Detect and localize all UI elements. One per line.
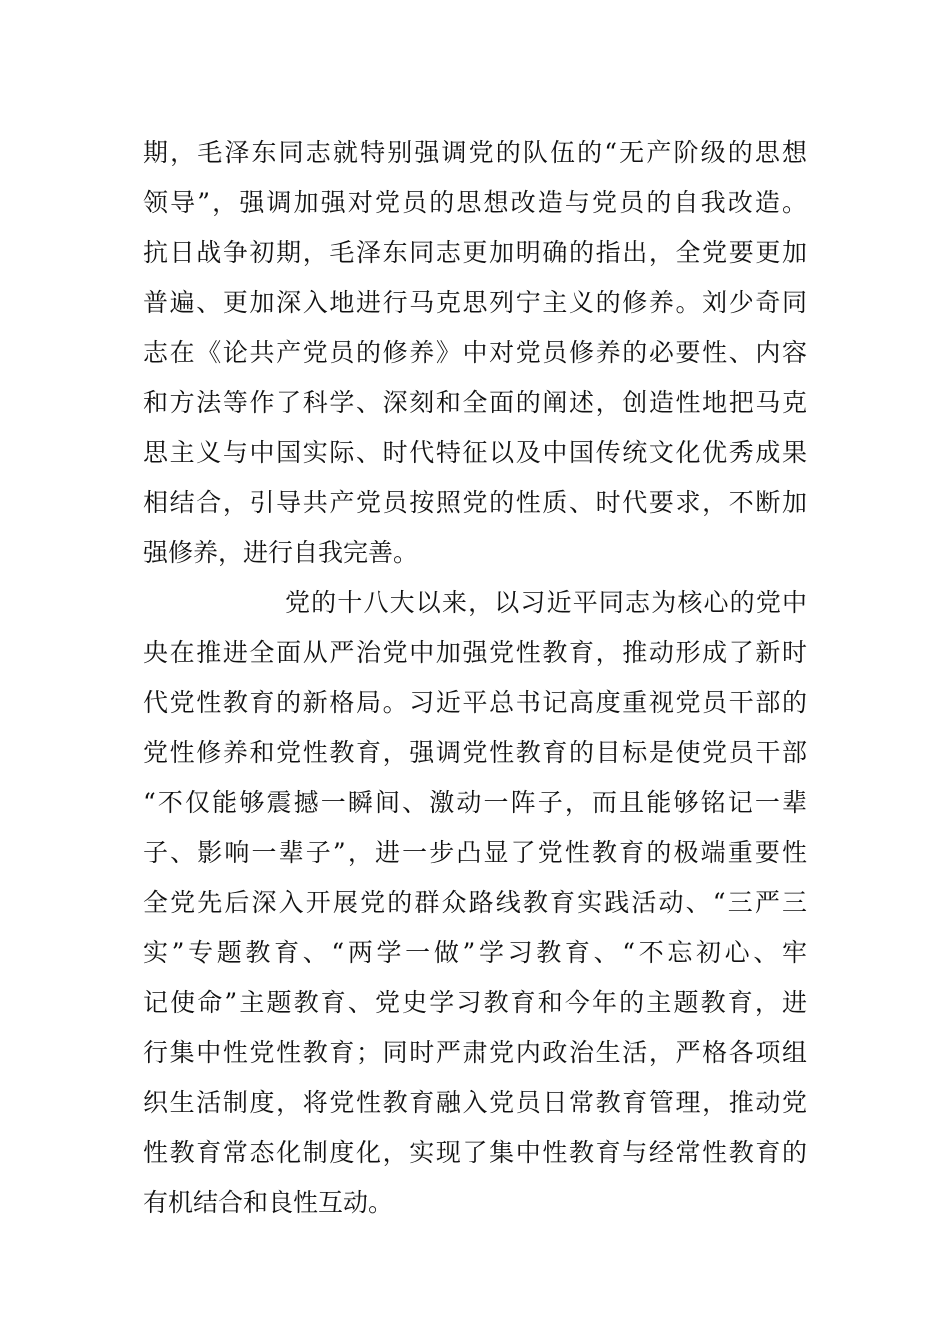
text-line: 期，毛泽东同志就特别强调党的队伍的“无产阶级的思想 (143, 138, 807, 167)
text-line: 记使命”主题教育、党史学习教育和今年的主题教育，进 (143, 988, 807, 1017)
text-line: 织生活制度，将党性教育融入党员日常教育管理，推动党 (143, 1088, 807, 1117)
text-line: 强修养，进行自我完善。 (143, 538, 419, 567)
text-line: 有机结合和良性互动。 (143, 1188, 394, 1217)
text-line: 党性修养和党性教育，强调党性教育的目标是使党员干部 (143, 738, 807, 767)
text-line: 相结合，引导共产党员按照党的性质、时代要求，不断加 (143, 488, 807, 517)
text-line: 央在推进全面从严治党中加强党性教育，推动形成了新时 (143, 638, 807, 667)
text-line: 全党先后深入开展党的群众路线教育实践活动、“三严三 (143, 888, 807, 917)
text-line: “不仅能够震撼一瞬间、激动一阵子，而且能够铭记一辈 (143, 788, 807, 817)
text-line: 志在《论共产党员的修养》中对党员修养的必要性、内容 (143, 338, 807, 367)
text-line: 代党性教育的新格局。习近平总书记高度重视党员干部的 (143, 688, 807, 717)
text-line: 实”专题教育、“两学一做”学习教育、“不忘初心、牢 (143, 938, 807, 967)
text-line: 普遍、更加深入地进行马克思列宁主义的修养。刘少奇同 (143, 288, 807, 317)
text-line: 领导”，强调加强对党员的思想改造与党员的自我改造。 (143, 188, 807, 217)
text-line: 思主义与中国实际、时代特征以及中国传统文化优秀成果 (143, 438, 807, 467)
text-line: 子、影响一辈子”，进一步凸显了党性教育的极端重要性 (143, 838, 807, 867)
text-line: 和方法等作了科学、深刻和全面的阐述，创造性地把马克 (143, 388, 807, 417)
text-line: 抗日战争初期，毛泽东同志更加明确的指出，全党要更加 (143, 238, 807, 267)
text-line: 行集中性党性教育；同时严肃党内政治生活，严格各项组 (143, 1038, 807, 1067)
text-line: 党的十八大以来，以习近平同志为核心的党中 (285, 588, 807, 617)
text-line: 性教育常态化制度化，实现了集中性教育与经常性教育的 (143, 1138, 807, 1167)
